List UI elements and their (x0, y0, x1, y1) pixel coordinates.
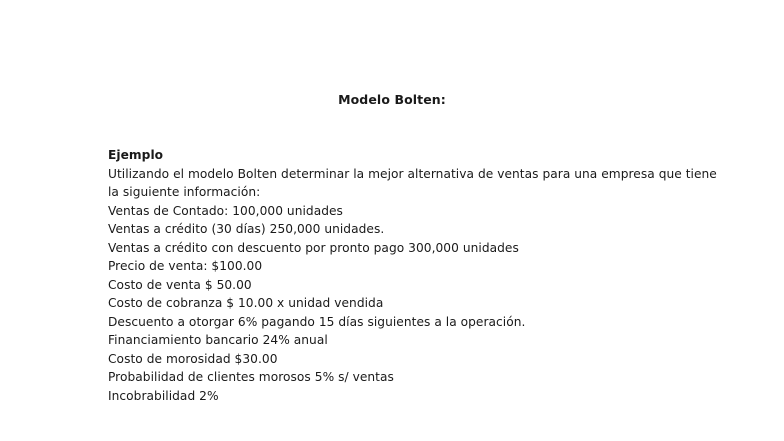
document-title: Modelo Bolten: (338, 92, 446, 107)
delinquent-probability-line: Probabilidad de clientes morosos 5% s/ ventas (108, 370, 394, 384)
example-heading: Ejemplo (108, 148, 164, 162)
intro-line: la siguiente información: (108, 185, 261, 199)
collection-cost-line: Costo de cobranza $ 10.00 x unidad vendida (108, 296, 384, 310)
document-body (108, 146, 717, 405)
bank-financing-line: Financiamiento bancario 24% anual (108, 333, 328, 347)
discount-credit-sales-line: Ventas a crédito con descuento por pronto pago 300,000 unidades (108, 240, 519, 255)
discount-line: Descuento a otorgar 6% pagando 15 días siguientes a la operación. (108, 314, 526, 329)
cash-sales-line: Ventas de Contado: 100,000 unidades (108, 203, 343, 218)
intro-line: Utilizando el modelo Bolten determinar la mejor alternativa de ventas para una empresa que tiene (108, 166, 717, 181)
cost-of-sale-line: Costo de venta $ 50.00 (108, 277, 252, 292)
credit-sales-line: Ventas a crédito (30 días) 250,000 unidades. (108, 222, 385, 236)
sale-price-line: Precio de venta: $100.00 (108, 259, 263, 273)
uncollectibility-line: Incobrabilidad 2% (108, 388, 219, 403)
delinquency-cost-line: Costo de morosidad $30.00 (108, 351, 278, 366)
